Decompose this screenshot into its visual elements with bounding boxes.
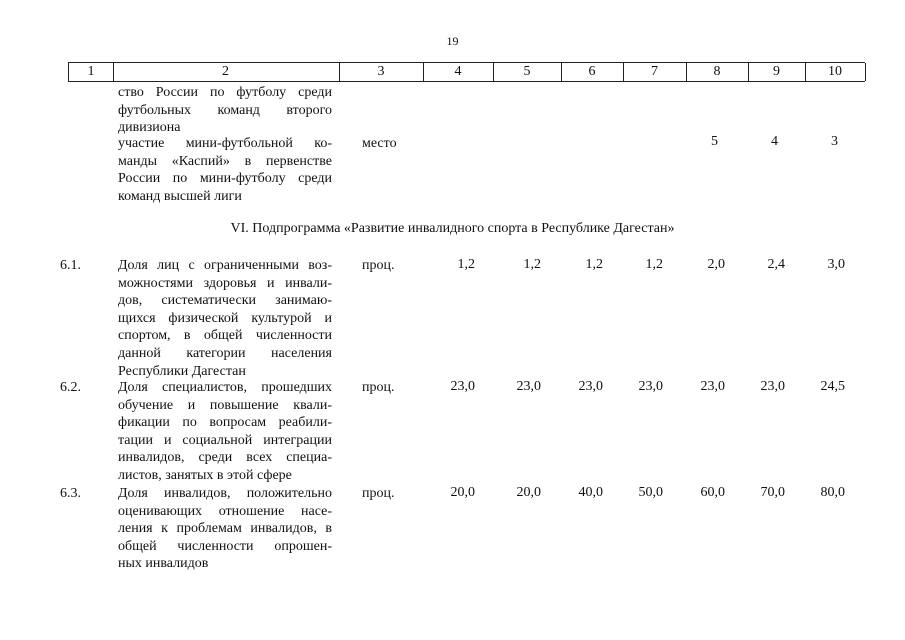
page-number: 19 (446, 34, 459, 48)
continued-value-col10: 3 (831, 134, 838, 149)
row-value-col5: 20,0 (516, 485, 541, 500)
row-value-col8: 23,0 (700, 379, 725, 394)
indicator-line: Республики Дагестан (118, 363, 246, 379)
continued-line: ство России по футболу среди (118, 85, 332, 100)
header-col-1: 1 (68, 63, 114, 81)
indicator-line: Доля лиц с ограниченными воз- (118, 258, 332, 273)
row-value-col4: 1,2 (457, 257, 475, 272)
row-number: 6.3. (60, 486, 81, 501)
row-value-col4: 20,0 (450, 485, 475, 500)
continued-line: футбольных команд второго (118, 102, 332, 118)
indicator-line: общей численности опрошен- (118, 538, 332, 554)
row-value-col8: 60,0 (700, 485, 725, 500)
indicator-line: ления к проблемам инвалидов, в (118, 521, 332, 537)
indicator-line: можностями здоровья и инвали- (118, 275, 332, 291)
row-value-col6: 1,2 (585, 257, 603, 272)
header-col-9: 9 (748, 63, 806, 81)
indicator-line: тации и социальной интеграции (118, 432, 332, 448)
header-col-6: 6 (561, 63, 624, 81)
row-value-col10: 3,0 (827, 257, 845, 272)
row-number: 6.1. (60, 258, 81, 273)
section-title: VI. Подпрограмма «Развитие инвалидного спорта в Республике Дагестан» (230, 221, 675, 236)
continued-value-col8: 5 (711, 134, 718, 149)
continued-line: участие мини-футбольной ко- (118, 136, 332, 151)
row-value-col8: 2,0 (707, 257, 725, 272)
continued-line: дивизиона (118, 120, 181, 136)
header-col-5: 5 (493, 63, 562, 81)
continued-line: команд высшей лиги (118, 188, 242, 204)
row-value-col9: 70,0 (760, 485, 785, 500)
row-value-col10: 24,5 (820, 379, 845, 394)
header-col-2: 2 (112, 63, 340, 81)
header-col-7: 7 (623, 63, 687, 81)
row-unit: проц. (362, 380, 395, 395)
row-value-col7: 1,2 (645, 257, 663, 272)
row-value-col6: 23,0 (578, 379, 603, 394)
indicator-line: Доля специалистов, прошедших (118, 380, 332, 395)
indicator-line: щихся физической культурой и (118, 310, 332, 326)
row-value-col5: 23,0 (516, 379, 541, 394)
row-indicator-text (118, 257, 332, 380)
indicator-line: спортом, в общей численности (118, 328, 332, 344)
row-indicator-text (118, 379, 332, 485)
continued-line: манды «Каспий» в первенстве (118, 153, 332, 169)
row-number: 6.2. (60, 380, 81, 395)
indicator-line: оценивающих отношение насе- (118, 503, 332, 519)
indicator-line: Доля инвалидов, положительно (118, 486, 332, 501)
continued-unit: место (362, 136, 397, 151)
header-col-3: 3 (339, 63, 424, 81)
continued-row-text-1 (118, 84, 332, 137)
indicator-line: данной категории населения (118, 345, 332, 361)
row-value-col5: 1,2 (523, 257, 541, 272)
continued-row-text-2 (118, 135, 332, 205)
row-indicator-text (118, 485, 332, 573)
row-value-col9: 2,4 (767, 257, 785, 272)
header-col-8: 8 (686, 63, 749, 81)
table-header-row (68, 62, 865, 82)
indicator-line: инвалидов, среди всех специа- (118, 450, 332, 466)
header-col-10: 10 (805, 63, 866, 81)
continued-line: России по мини-футболу среди (118, 171, 332, 187)
indicator-line: фикации по вопросам реабили- (118, 415, 332, 431)
row-value-col9: 23,0 (760, 379, 785, 394)
row-unit: проц. (362, 258, 395, 273)
indicator-line: обучение и повышение квали- (118, 397, 332, 413)
row-value-col6: 40,0 (578, 485, 603, 500)
indicator-line: дов, систематически занимаю- (118, 293, 332, 309)
indicator-line: ных инвалидов (118, 556, 209, 572)
header-col-4: 4 (423, 63, 494, 81)
continued-value-col9: 4 (771, 134, 778, 149)
row-value-col4: 23,0 (450, 379, 475, 394)
row-value-col7: 23,0 (638, 379, 663, 394)
row-value-col10: 80,0 (820, 485, 845, 500)
row-unit: проц. (362, 486, 395, 501)
row-value-col7: 50,0 (638, 485, 663, 500)
indicator-line: листов, занятых в этой сфере (118, 467, 292, 483)
